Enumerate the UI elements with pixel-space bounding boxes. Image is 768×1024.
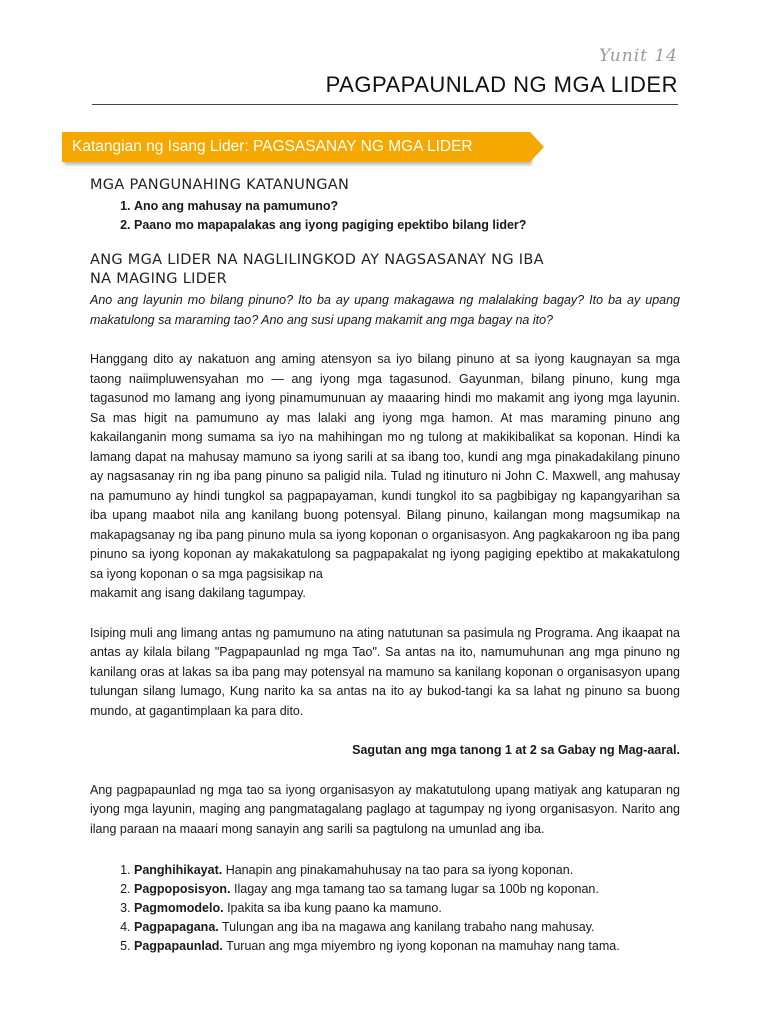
method-term: Pagpapaunlad.: [134, 939, 223, 953]
main-content: [78, 176, 680, 956]
key-questions-list: [78, 197, 680, 235]
method-item: [134, 861, 680, 880]
intro-questions: Ano ang layunin mo bilang pinuno? Ito ba ay upang makagawa ng malalaking bagay? Ito ba ay upang makatulong sa maraming tao? Ano ang susi upang makamit ang mga bagay na ito?: [90, 293, 680, 327]
paragraph-2: Isiping muli ang limang antas ng pamumuno na ating natutunan sa pasimula ng Programa. Ang ikaapat na antas ay kilala bilang "Pagpapaunlad ng mga Tao". Sa antas na ito, namumuhunan ang mga pinuno ng kanilang oras at lakas sa iba pang may potensyal na mamuno sa kanilang koponan o organisasyon upang tulungan silang lumago, Kung narito ka sa antas na ito ay bukod-tangi ka sa lahat ng pinuno sa buong mundo, at gagantimplaan ka para dito.: [90, 625, 680, 718]
question-item: 1. Ano ang mahusay na pamumuno?: [134, 197, 680, 216]
paragraph-3: Ang pagpapaunlad ng mga tao sa iyong organisasyon ay makatutulong upang matiyak ang katuparan ng iyong mga layunin, maging ang pangmatagalang paglago at tagumpay ng iyong organisasyon. Narito ang ilang paraan na maaari mong sanayin ang sarili sa pagtulong na umunlad ang iba.: [90, 782, 680, 836]
method-term: Pagpoposisyon.: [134, 882, 231, 896]
section-heading: [78, 251, 680, 289]
method-desc: Hanapin ang pinakamahuhusay na tao para sa iyong koponan.: [222, 863, 574, 877]
method-desc: Turuan ang mga miyembro ng iyong koponan na mamuhay nang tama.: [222, 939, 620, 953]
section-heading-line2: NA MAGING LIDER: [90, 271, 228, 287]
paragraph-1-body: Hanggang dito ay nakatuon ang aming atensyon sa iyo bilang pinuno at sa iyong kaugnayan sa mga taong naiimpluwensyahan mo — ang iyong mga tagasunod. Gayunman, bilang pinuno, kung mga tagasunod mo lamang ang iyong pinamumunuan ay maaaring hindi mo makamit ang iyong mga layunin. Sa mas higit na pamumuno ay mas lalaki ang iyong mga hamon. At mas maraming pinuno ang kakailanganin mong sumama sa iyo na mahihingan mo ng tulong at makikibalikat sa koponan. Hindi ka lamang dapat na mahusay mamuno sa iyong sarili at sa ibang too, kundi ang mga pinakadakilang pinuno ay nagsasanay rin ng iba pang pinuno sa paligid nila. Tulad ng itinuturo ni John C. Maxwell, ang mahusay na pamumuno ay hindi tungkol sa pagpapayaman, kundi tungkol ito sa pagbibigay ng kapangyarihan sa iba upang maabot nila ang kanilang buong potensyal. Bilang pinuno, kailangan mong magsumikap na makapagsanay ng iba pang pinuno mula sa iyong koponan o organisasyon. Ang pagkakaroon ng iba pang pinuno sa iyong koponan ay makakatulong sa pagpapakalat ng iyong pagiging epektibo at makakatulong sa iyong koponan o sa mga pagsisikap na: [90, 352, 680, 581]
methods-list: [78, 861, 680, 956]
title-divider: [92, 104, 678, 105]
method-desc: Ipakita sa iba kung paano ka mamuno.: [223, 901, 442, 915]
key-questions-heading: MGA PANGUNAHING KATANUNGAN: [90, 177, 350, 193]
unit-label: Yunit 14: [599, 46, 678, 66]
method-desc: Tulungan ang iba na magawa ang kanilang trabaho nang mahusay.: [218, 920, 595, 934]
method-item: [134, 918, 680, 937]
method-term: Panghihikayat.: [134, 863, 223, 877]
method-term: Pagpapagana.: [134, 920, 219, 934]
section-heading-line1: ANG MGA LIDER NA NAGLILINGKOD AY NAGSASANAY NG IBA: [90, 252, 544, 268]
method-item: [134, 937, 680, 956]
banner-text: Katangian ng Isang Lider: PAGSASANAY NG MGA LIDER: [72, 138, 473, 155]
paragraph-1-end: makamit ang isang dakilang tagumpay.: [90, 586, 306, 600]
method-term: Pagmomodelo.: [134, 901, 224, 915]
method-desc: Ilagay ang mga tamang tao sa tamang lugar sa 100b ng koponan.: [230, 882, 599, 896]
method-item: [134, 899, 680, 918]
method-item: [134, 880, 680, 899]
page-title: PAGPAPAUNLAD NG MGA LIDER: [325, 72, 678, 97]
section-banner: [62, 132, 530, 162]
question-item: 2. Paano mo mapapalakas ang iyong pagiging epektibo bilang lider?: [134, 216, 680, 235]
instruction-text: Sagutan ang mga tanong 1 at 2 sa Gabay ng Mag-aaral.: [352, 743, 680, 757]
paragraph-1: [78, 350, 680, 604]
